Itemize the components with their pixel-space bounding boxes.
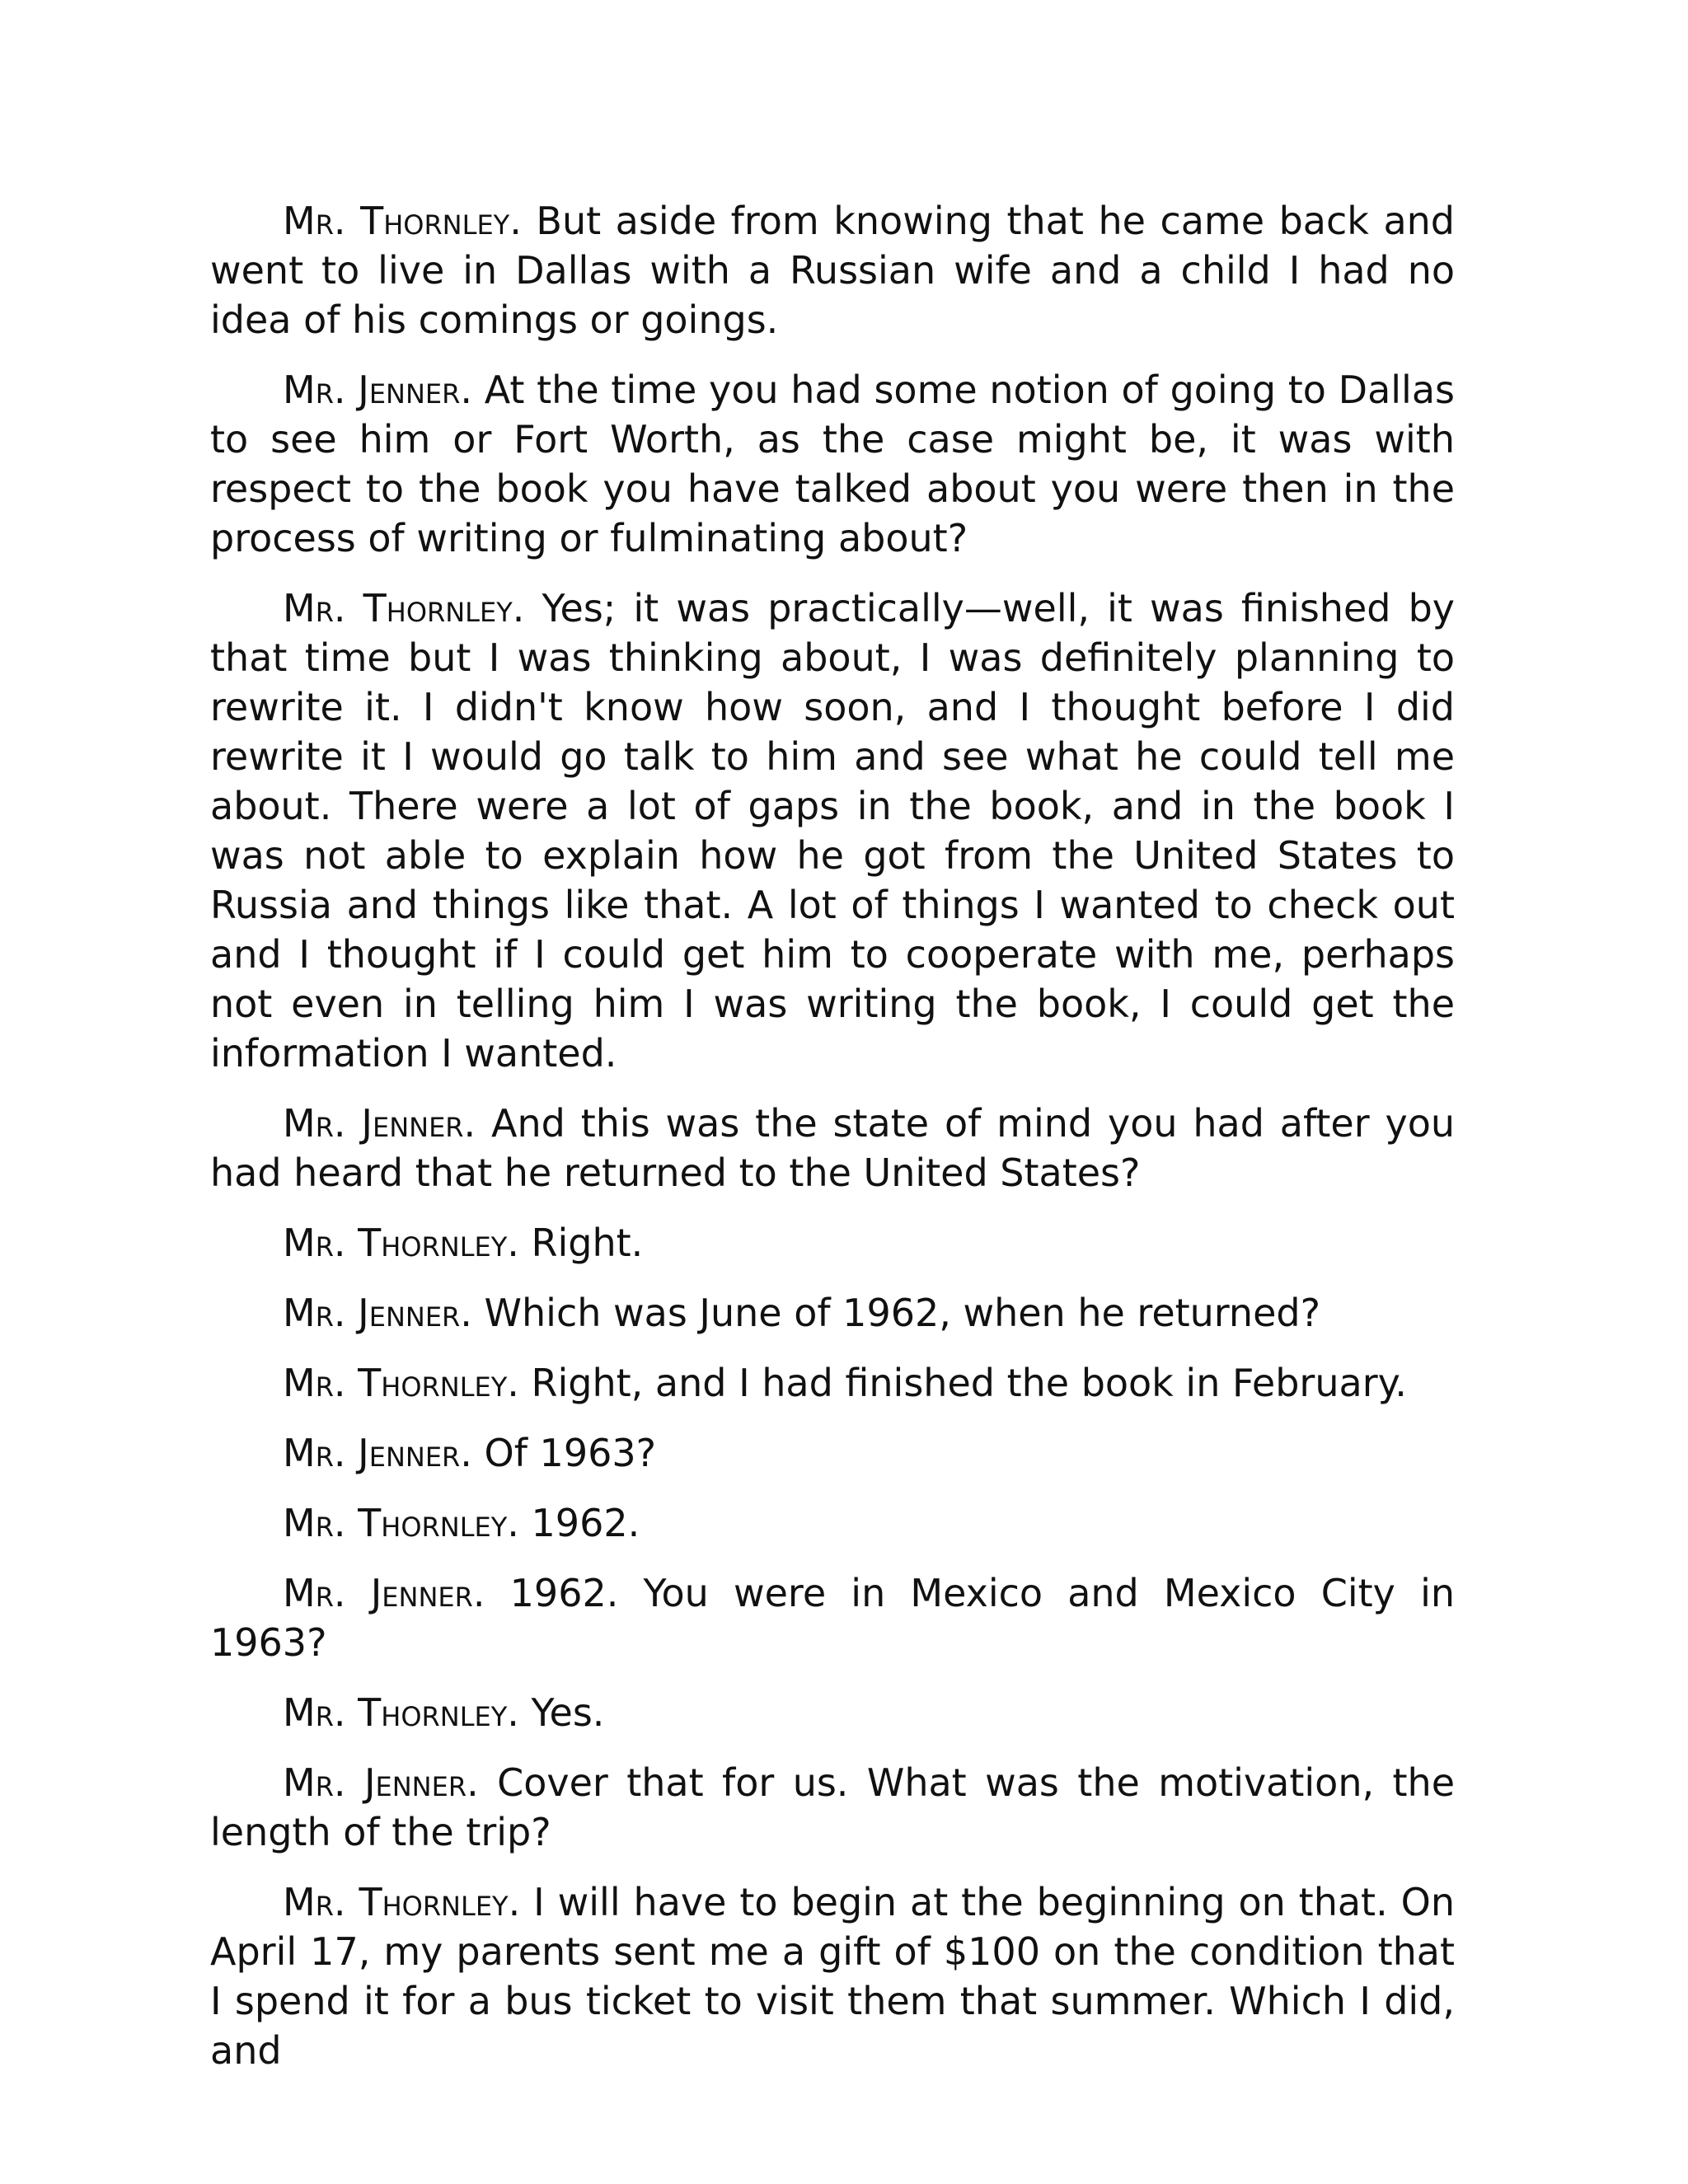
testimony-paragraph: Mr. Jenner. And this was the state of mind you had after you had heard that he returned to the United States? bbox=[210, 1101, 1455, 1195]
testimony-paragraph: Mr. Thornley. Yes. bbox=[283, 1690, 605, 1735]
speaker-name: Mr. Jenner bbox=[283, 1431, 461, 1475]
testimony-paragraph: Mr. Thornley. Right, and I had finished the book in February. bbox=[283, 1361, 1407, 1405]
speaker-name: Mr. Thornley bbox=[283, 199, 510, 243]
testimony-text: And this was the state of mind you had after you had heard that he returned to the United States? bbox=[210, 1101, 1455, 1195]
testimony-text: Of 1963? bbox=[484, 1431, 657, 1475]
testimony-text: Right. bbox=[531, 1221, 644, 1265]
testimony-text: Cover that for us. What was the motivation, the length of the trip? bbox=[210, 1760, 1456, 1854]
testimony-text: Yes; it was practically—well, it was finished by that time but I was thinking about, I was definitely planning to rewrite it. I didn't know how soon, and I thought before I did rewrite it I would go talk to him and see what he could tell me about. There were a lot of gaps in the book, and in the book I was not able to explain how he got from the United States to Russia and things like that. A lot of things I wanted to check out and I thought if I could get him to cooperate with me, perhaps not even in telling him I was writing the book, I could get the information I wanted. bbox=[210, 586, 1456, 1076]
speaker-name: Mr. Thornley bbox=[283, 1880, 509, 1924]
speaker-name: Mr. Jenner bbox=[283, 1760, 467, 1805]
testimony-paragraph: Mr. Thornley. But aside from knowing that he came back and went to live in Dallas with a Russian wife and a child I had no idea of his comings or goings. bbox=[210, 199, 1455, 342]
testimony-paragraph: Mr. Thornley. Right. bbox=[283, 1221, 644, 1265]
speaker-name: Mr. Jenner bbox=[283, 368, 461, 412]
testimony-paragraph: Mr. Thornley. 1962. bbox=[283, 1501, 640, 1545]
testimony-text: 1962. bbox=[531, 1501, 640, 1545]
testimony-paragraph: Mr. Jenner. Of 1963? bbox=[283, 1431, 657, 1475]
testimony-paragraph: Mr. Jenner. Cover that for us. What was the motivation, the length of the trip? bbox=[210, 1760, 1456, 1854]
testimony-text: I will have to begin at the beginning on that. On April 17, my parents sent me a gift of $100 on the condition that I spend it for a bus ticket to visit them that summer. Which I did, and bbox=[210, 1880, 1456, 2073]
testimony-paragraph: Mr. Jenner. At the time you had some notion of going to Dallas to see him or Fort Worth, as the case might be, it was with respect to the book you have talked about you were then in the process of writing or fulminating about? bbox=[210, 368, 1455, 560]
speaker-name: Mr. Thornley bbox=[283, 1501, 508, 1545]
speaker-name: Mr. Thornley bbox=[283, 1361, 508, 1405]
testimony-text: But aside from knowing that he came back and went to live in Dallas with a Russian wife and a child I had no idea of his comings or goings. bbox=[210, 199, 1455, 342]
speaker-name: Mr. Thornley bbox=[283, 586, 513, 630]
testimony-text: Right, and I had finished the book in February. bbox=[531, 1361, 1407, 1405]
testimony-paragraph: Mr. Thornley. Yes; it was practically—well, it was finished by that time but I was thinking about, I was definitely planning to rewrite it. I didn't know how soon, and I thought before I did rewrite it I would go talk to him and see what he could tell me about. There were a lot of gaps in the book, and in the book I was not able to explain how he got from the United States to Russia and things like that. A lot of things I wanted to check out and I thought if I could get him to cooperate with me, perhaps not even in telling him I was writing the book, I could get the information I wanted. bbox=[210, 586, 1456, 1076]
testimony-text: Which was June of 1962, when he returned? bbox=[484, 1291, 1320, 1335]
testimony-paragraph: Mr. Jenner. 1962. You were in Mexico and Mexico City in 1963? bbox=[210, 1571, 1456, 1665]
transcript-page bbox=[210, 196, 1455, 2096]
speaker-name: Mr. Jenner bbox=[283, 1291, 461, 1335]
testimony-text: At the time you had some notion of going to Dallas to see him or Fort Worth, as the case might be, it was with respect to the book you have talked about you were then in the process of writing or fulminating about? bbox=[210, 368, 1455, 560]
speaker-name: Mr. Thornley bbox=[283, 1221, 508, 1265]
testimony-paragraph: Mr. Jenner. Which was June of 1962, when he returned? bbox=[283, 1291, 1320, 1335]
testimony-paragraph: Mr. Thornley. I will have to begin at the beginning on that. On April 17, my parents sent me a gift of $100 on the condition that I spend it for a bus ticket to visit them that summer. Which I did, and bbox=[210, 1880, 1456, 2073]
testimony-text: 1962. You were in Mexico and Mexico City in 1963? bbox=[210, 1571, 1456, 1665]
speaker-name: Mr. Thornley bbox=[283, 1690, 508, 1735]
speaker-name: Mr. Jenner bbox=[283, 1101, 464, 1146]
speaker-name: Mr. Jenner bbox=[283, 1571, 473, 1615]
testimony-text: Yes. bbox=[531, 1690, 605, 1735]
